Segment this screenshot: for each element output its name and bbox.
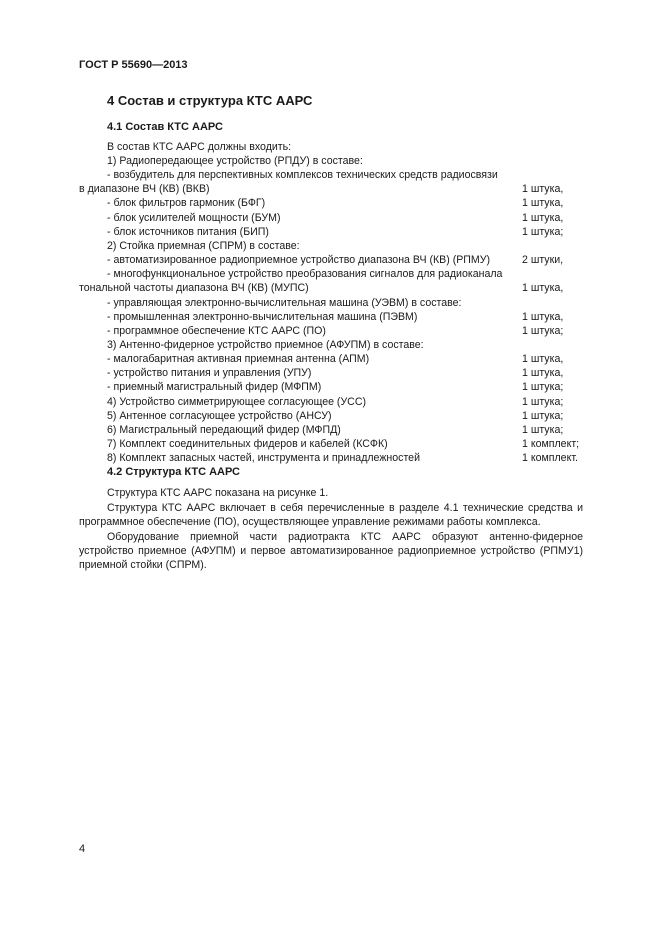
list-item-quantity: 1 штука; (522, 423, 564, 436)
list-item: - блок фильтров гармоник (БФГ) (107, 197, 266, 210)
page-number: 4 (79, 843, 86, 855)
structure-paragraph-1: Структура КТС ААРС показана на рисунке 1. (107, 487, 329, 499)
list-item-quantity: 1 комплект. (522, 452, 578, 465)
list-item-quantity: 1 штука; (522, 225, 564, 238)
list-item: 1) Радиопередающее устройство (РПДУ) в составе: (107, 155, 363, 167)
list-item-quantity: 1 штука, (522, 367, 564, 380)
list-item: - блок усилителей мощности (БУМ) (107, 211, 281, 224)
list-item: - устройство питания и управления (УПУ) (107, 367, 312, 380)
list-item: 5) Антенное согласующее устройство (АНСУ) (107, 409, 332, 422)
list-item: 7) Комплект соединительных фидеров и кабелей (КСФК) (107, 438, 388, 450)
list-item: 6) Магистральный передающий фидер (МФПД) (107, 423, 341, 436)
list-item-quantity: 1 штука, (522, 282, 564, 295)
structure-paragraph-3: Оборудование приемной части радиотракта КТС ААРС образуют антенно-фидерное устройство приемное (АФУПМ) и первое автоматизированное радиоприемное устройство (РПМУ1) приемной стойки (СПРМ). (79, 531, 583, 572)
list-item: - многофункциональное устройство преобразования сигналов для радиоканала (107, 268, 503, 281)
list-item: в диапазоне ВЧ (КВ) (ВКВ) (79, 183, 210, 196)
list-item: - автоматизированное радиоприемное устройство диапазона ВЧ (КВ) (РПМУ) (107, 254, 491, 267)
list-item-quantity: 1 штука; (522, 324, 564, 337)
list-item: тональной частоты диапазона ВЧ (КВ) (МУПС) (79, 282, 309, 295)
list-item: - приемный магистральный фидер (МФПМ) (107, 381, 322, 394)
composition-intro: В состав КТС ААРС должны входить: (107, 141, 292, 153)
subsection-title-4-2: 4.2 Структура КТС ААРС (107, 466, 241, 478)
subsection-title-4-1: 4.1 Состав КТС ААРС (107, 121, 223, 133)
section-title: 4 Состав и структура КТС ААРС (107, 93, 313, 108)
list-item-quantity: 1 штука; (522, 381, 564, 394)
list-item-quantity: 2 штуки, (522, 254, 564, 267)
list-item: 2) Стойка приемная (СПРМ) в составе: (107, 239, 300, 252)
list-item: 3) Антенно-фидерное устройство приемное (АФУПМ) в составе: (107, 338, 424, 351)
list-item-quantity: 1 штука; (522, 409, 564, 422)
list-item: 8) Комплект запасных частей, инструмента и принадлежностей (107, 452, 420, 465)
document-code: ГОСТ Р 55690—2013 (79, 59, 188, 71)
list-item-quantity: 1 штука, (522, 211, 564, 224)
list-item-quantity: 1 штука; (522, 395, 564, 408)
list-item: 4) Устройство симметрирующее согласующее (УСС) (107, 395, 367, 408)
list-item-quantity: 1 штука, (522, 197, 564, 210)
list-item: - блок источников питания (БИП) (107, 225, 269, 238)
list-item-quantity: 1 штука, (522, 183, 564, 196)
list-item: - управляющая электронно-вычислительная машина (УЭВМ) в составе: (107, 296, 462, 309)
list-item: - малогабаритная активная приемная антенна (АПМ) (107, 353, 370, 366)
list-item-quantity: 1 комплект; (522, 438, 580, 450)
list-item: - промышленная электронно-вычислительная машина (ПЭВМ) (107, 310, 418, 323)
structure-paragraph-2: Структура КТС ААРС включает в себя перечисленные в разделе 4.1 технические средства и программное обеспечение (ПО), осуществляющее управление режимами работы комплекса. (79, 502, 583, 529)
list-item-quantity: 1 штука, (522, 310, 564, 323)
list-item: - программное обеспечение КТС ААРС (ПО) (107, 324, 326, 337)
list-item-quantity: 1 штука, (522, 353, 564, 366)
list-item: - возбудитель для перспективных комплексов технических средств радиосвязи (107, 169, 498, 182)
